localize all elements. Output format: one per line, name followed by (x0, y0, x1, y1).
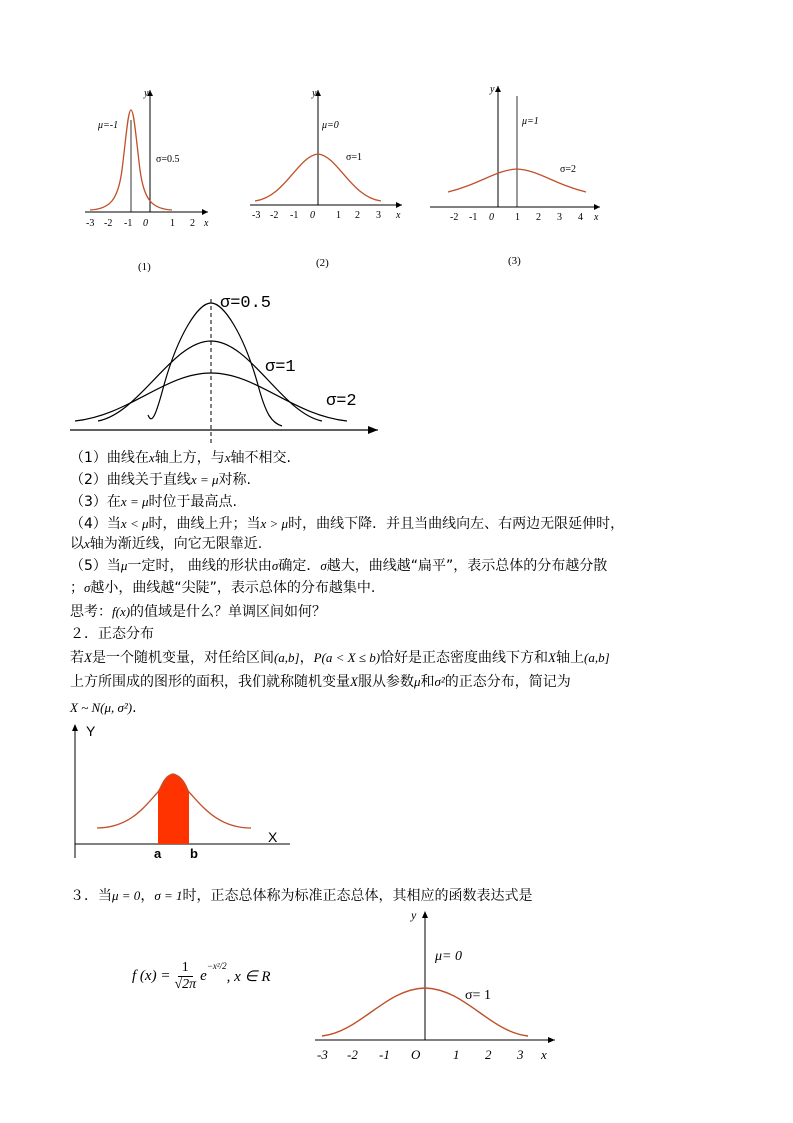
y-label: y (411, 908, 417, 922)
tick-label: -3 (86, 218, 95, 229)
panel-2-caption: (2) (316, 257, 329, 269)
panel-2-mu-label: μ=0 (322, 120, 339, 131)
label-sigma-0-5: σ=0.5 (220, 294, 272, 313)
think-question: 思考：f(x)的值域是什么？单调区间如何？ (70, 604, 327, 620)
label-sigma-1: σ=1 (265, 358, 296, 377)
tick-label: 2 (190, 218, 195, 229)
panel-3-y-label: y (490, 84, 495, 95)
label-sigma-2: σ=2 (326, 392, 357, 411)
tick-label: 1 (336, 210, 341, 221)
tick-label: 4 (578, 212, 583, 223)
tick-label: -1 (379, 1047, 390, 1062)
tick-label: -1 (469, 212, 478, 223)
sigma-label: σ= 1 (465, 988, 491, 1003)
tick-label: 1 (515, 212, 520, 223)
panel-1-y-label: y (144, 88, 149, 99)
tick-label: 3 (376, 210, 381, 221)
panel-2-x-label: x (396, 210, 401, 221)
panel-2 (250, 88, 402, 269)
curve-sigma-0-5 (148, 303, 282, 426)
tick-label: 0 (143, 218, 148, 229)
formula-lhs: f (x) = (132, 968, 171, 984)
panel-1-x-label: x (204, 218, 209, 229)
panel-3-sigma-label: σ=2 (560, 164, 577, 175)
panel-3-caption: (3) (508, 255, 521, 267)
standard-normal-figure (305, 905, 565, 1065)
panel-2-y-label: y (312, 88, 317, 99)
tick-label: 1 (170, 218, 175, 229)
standard-normal-formula: f (x) = $\frac{1}{√2\pi}$ e −x²/2 , x ∈ R (132, 960, 271, 992)
panel-3-mu-label: μ=1 (522, 116, 539, 127)
property-5: （5）当μ一定时， 曲线的形状由σ确定．σ越大，曲线越“扁平”，表示总体的分布越分散 (70, 558, 608, 574)
tick-label: -2 (270, 210, 279, 221)
section-2-line-1: 若X是一个随机变量，对任给区间(a,b]，P(a < X ≤ b)恰好是正态密度曲线下方和X轴上(a,b] (70, 650, 610, 666)
panel-1-mu-label: μ=-1 (98, 120, 119, 131)
tick-label: 3 (517, 1047, 524, 1062)
tick-label: -1 (124, 218, 133, 229)
section-3-line: ３．当μ = 0，σ = 1时，正态总体称为标准正态总体，其相应的函数表达式是 (70, 888, 533, 904)
label-a: a (154, 846, 162, 861)
property-2: （2）曲线关于直线x = μ对称. (70, 472, 251, 488)
curve-sigma-1 (98, 341, 322, 421)
section-2-line-2: 上方所围成的图形的面积，我们就称随机变量X服从参数μ和σ²的正态分布，简记为 (70, 674, 571, 690)
tick-label: -3 (317, 1047, 328, 1062)
tick-label: 2 (536, 212, 541, 223)
tick-label: 2 (355, 210, 360, 221)
tick-label: -2 (450, 212, 459, 223)
tick-label: -2 (104, 218, 113, 229)
property-1: （1）曲线在x轴上方，与x轴不相交. (70, 450, 291, 466)
tick-label: 0 (310, 210, 315, 221)
property-3: （3）在x = μ时位于最高点. (70, 494, 237, 510)
property-4-continued: 以x轴为渐近线，向它无限靠近. (70, 536, 263, 552)
formula-fraction: $\frac{1}{√2\pi}$ (174, 960, 197, 992)
mu-label: μ= 0 (435, 949, 462, 964)
sigma-comparison-figure (60, 285, 400, 445)
panel-3 (430, 84, 600, 267)
property-5-continued: ；σ越小，曲线越“尖陡”，表示总体的分布越集中. (70, 580, 376, 596)
property-4: （4）当x < μ时，曲线上升；当x > μ时，曲线下降．并且当曲线向左、右两边无限延伸时， (70, 516, 625, 532)
label-b: b (190, 846, 198, 861)
tick-label: -2 (347, 1047, 358, 1062)
tick-label: -3 (252, 210, 261, 221)
x-axis-label: X (268, 829, 278, 845)
section-2-line-3: X ~ N(μ, σ²). (70, 700, 137, 716)
x-label: x (541, 1047, 547, 1062)
tick-label: 0 (489, 212, 494, 223)
tick-label: -1 (290, 210, 299, 221)
tick-label: 2 (485, 1047, 492, 1062)
tick-label: 3 (557, 212, 562, 223)
normal-curves-panels-figure (0, 60, 793, 290)
panel-1-caption: (1) (138, 261, 151, 273)
origin-label: O (411, 1047, 421, 1062)
y-axis-label: Y (86, 723, 96, 739)
panel-1 (85, 88, 209, 273)
area-under-curve-figure (60, 718, 300, 863)
tick-label: 1 (453, 1047, 460, 1062)
panel-3-x-label: x (594, 212, 599, 223)
section-2-heading: ２．正态分布 (70, 626, 154, 642)
panel-1-sigma-label: σ=0.5 (156, 154, 180, 165)
panel-2-sigma-label: σ=1 (346, 152, 363, 163)
